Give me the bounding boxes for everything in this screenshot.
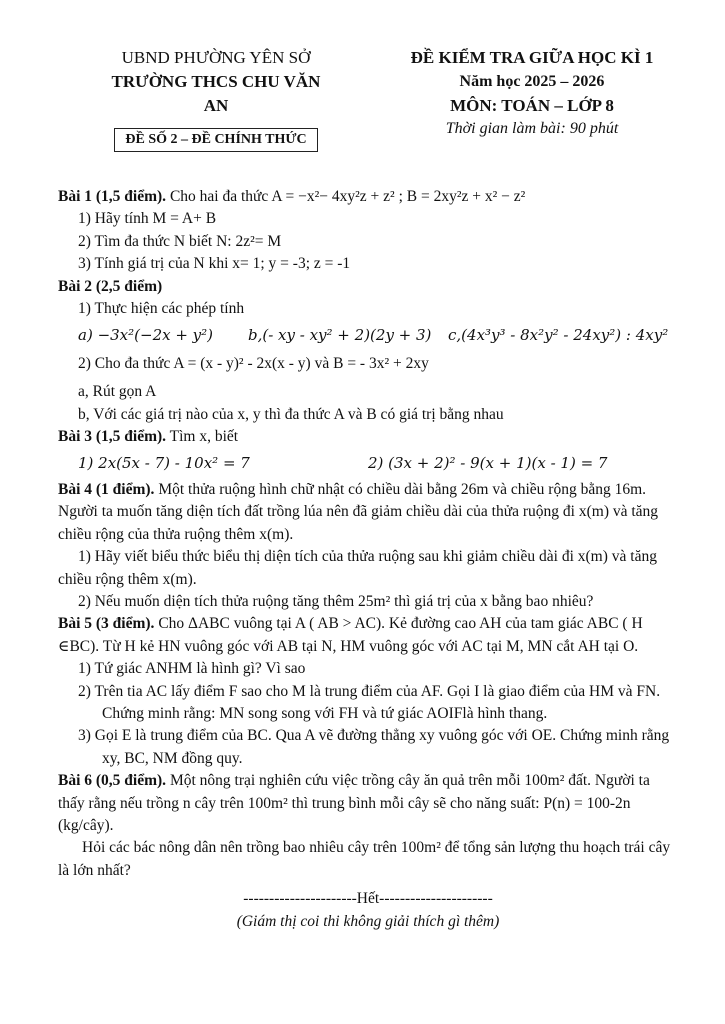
bai4-title: Bài 4 (1 điểm). [58,480,155,498]
bai5-text-block [58,613,678,658]
bai6-text-block [58,770,678,837]
bai3-row [58,452,678,474]
bai3-text: Tìm x, biết [166,428,239,446]
header-right [382,46,682,140]
bai4-q2: 2) Nếu muốn diện tích thửa ruộng tăng thêm 25m² thì giá trị của x bằng bao nhiêu? [78,592,594,610]
exam-code-box: ĐỀ SỐ 2 – ĐỀ CHÍNH THỨC [114,128,317,152]
bai2-q2b: b, Với các giá trị nào của x, y thì đa thức A và B có giá trị bằng nhau [78,405,504,423]
exam-body [58,186,678,933]
bai2-qb: b,(- xy - xy² + 2)(2y + 3) [248,326,432,345]
bai1-title: Bài 1 (1,5 điểm). [58,188,167,205]
exam-title: ĐỀ KIỂM TRA GIỮA HỌC KÌ 1 [410,48,654,67]
bai5-q1: 1) Tứ giác ANHM là hình gì? Vì sao [78,660,306,678]
bai4-q1: 1) Hãy viết biểu thức biểu thị diện tích của thửa ruộng sau khi giảm chiều dài đi x(m) và tăng chiều rộng thêm x(m). [58,548,657,588]
duration: Thời gian làm bài: 90 phút [445,120,619,137]
end-line: ----------------------Hết---------------------- [243,890,493,908]
bai2-qc: c,(4x³y³ - 8x²y² - 24xy²) : 4xy² [448,326,669,345]
bai5-q2: 2) Trên tia AC lấy điểm F sao cho M là trung điểm của AF. Gọi I là giao điểm của HM và FN. Chứng minh rằng: MN song song với FH và tứ giác AOIFlà hình thang. [78,682,661,722]
bai6-text: Một nông trại nghiên cứu việc trồng cây ăn quả trên mỗi 100m² đất. Người ta thấy rằng nếu trồng n cây trên 100m² thì trung bình mỗi cây sẽ cho năng suất: P(n) = 100-2n (kg/cây). [58,772,650,834]
bai6-title: Bài 6 (0,5 điểm). [58,772,167,790]
header-left [100,46,332,152]
bai2-q2a: a, Rút gọn A [78,383,157,401]
bai1-q2: 2) Tìm đa thức N biết N: 2z²= M [78,232,282,250]
bai2-q2: 2) Cho đa thức A = (x - y)² - 2x(x - y) và B = - 3x² + 2xy [78,354,429,372]
bai5-text: Cho ΔABC vuông tại A ( AB > AC). Kẻ đường cao AH của tam giác ABC ( H ∈BC). Từ H kẻ HN vuông góc với AB tại N, HM vuông góc với AC tại M, MN cắt AH tại O. [58,615,643,655]
bai2-title: Bài 2 (2,5 điểm) [58,277,163,295]
bai3-q1: 1) 2x(5x - 7) - 10x² = 7 [78,454,250,473]
bai1-q1: 1) Hãy tính M = A+ B [78,210,217,228]
school-year: Năm học 2025 – 2026 [459,73,605,90]
bai3-intro [58,426,678,448]
ward-name: UBND PHƯỜNG YÊN SỞ [121,48,311,67]
bai5-title: Bài 5 (3 điểm). [58,615,155,633]
bai3-title: Bài 3 (1,5 điểm). [58,428,167,446]
bai2-q1: 1) Thực hiện các phép tính [78,300,245,318]
bai1-text: Cho hai đa thức A = −x²− 4xy²z + z² ; B = 2xy²z + x² − z² [166,188,526,205]
bai4-text: Một thửa ruộng hình chữ nhật có chiều dài bằng 26m và chiều rộng bằng 16m. Người ta muốn tăng diện tích đất trồng lúa nên đã giảm chiều dài của thửa ruộng đi x(m) và tăng chiều rộng của thửa ruộng thêm x(m). [58,480,659,543]
bai1-q3: 3) Tính giá trị của N khi x= 1; y = -3; z = -1 [78,255,351,273]
bai2-calc-row [58,324,678,346]
invigilator-note: (Giám thị coi thi không giải thích gì thêm) [236,912,500,930]
bai3-q2: 2) (3x + 2)² - 9(x + 1)(x - 1) = 7 [368,454,608,473]
bai4-text-block [58,479,678,546]
subject: MÔN: TOÁN – LỚP 8 [450,96,614,115]
bai6-q: Hỏi các bác nông dân nên trồng bao nhiêu cây trên 100m² để tổng sản lượng thu hoạch trái cây là lớn nhất? [58,839,671,879]
school-name: TRƯỜNG THCS CHU VĂN AN [111,72,321,115]
bai1-intro [58,186,678,208]
bai2-qa: a) −3x²(−2x + y²) [78,326,214,345]
bai5-q3: 3) Gọi E là trung điểm của BC. Qua A vẽ đường thẳng xy vuông góc với OE. Chứng minh rằng xy, BC, NM đồng quy. [78,727,670,767]
